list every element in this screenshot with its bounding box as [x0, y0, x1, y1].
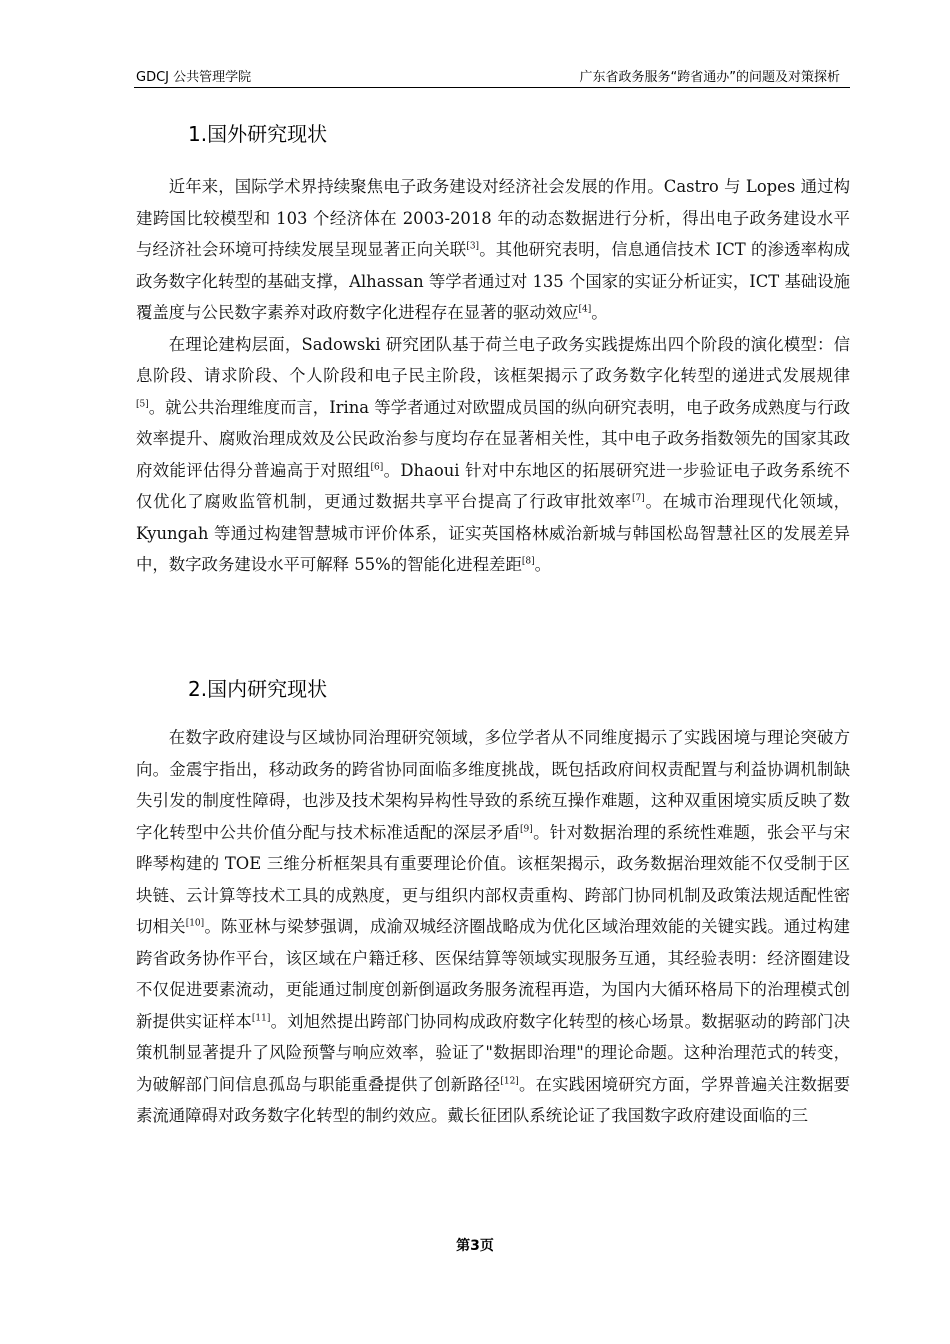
text-run: 在数字政府建设与区域协同治理研究领域，多位学者从不同维度揭示了实践困境与理论突破方向。金震宇指出，移动政务的跨省协同面临多维度挑战，既包括政府间权责配置与利益协调机制缺失引发的制度性障碍，也涉及技术架构异构性导致的系统互操作难题，这种双重困境实质反映了数字化转型中公共价值分配与技术标准适配的深层矛盾: [136, 728, 850, 842]
section-heading-foreign-research: 1.国外研究现状: [188, 122, 328, 146]
citation-marker: [10]: [185, 918, 205, 929]
citation-marker: [5]: [136, 399, 149, 410]
text-run: 。就公共治理维度而言，Irina 等学者通过对欧盟成员国的纵向研究表明，电子政务成熟度与行政效率提升、腐败治理成效及公民政治参与度均存在显著相关性，其中电子政务指数领先的国家其政府效能评估得分普遍高于对照组: [136, 397, 850, 480]
section-body-domestic-research: [136, 722, 850, 1132]
text-run: 。其他研究表明，信息通信技术 ICT 的渗透率构成政务数字化转型的基础支撑，Alhassan 等学者通过对 135 个国家的实证分析证实，ICT 基础设施覆盖度与公民数字素养对政府数字化进程存在显著的驱动效应: [136, 240, 850, 322]
header-divider: [134, 87, 850, 88]
paragraph: [136, 171, 850, 329]
section-body-foreign-research: [136, 171, 850, 581]
text-run: 。在实践困境研究方面，学界普遍关注数据要素流通障碍对政务数字化转型的制约效应。戴长征团队系统论证了我国数字政府建设面临的三: [136, 1074, 851, 1125]
citation-marker: [3]: [466, 241, 480, 252]
text-run: 。针对数据治理的系统性难题，张会平与宋晔琴构建的 TOE 三维分析框架具有重要理论价值。该框架揭示，政务数据治理效能不仅受制于区块链、云计算等技术工具的成熟度，更与组织内部权责重构、跨部门协同机制及政策法规适配性密切相关: [136, 822, 851, 936]
running-header-right: 广东省政务服务“跨省通办”的问题及对策探析: [579, 70, 840, 85]
citation-marker: [12]: [500, 1076, 519, 1087]
text-run: 。: [591, 303, 608, 322]
section-heading-domestic-research: 2.国内研究现状: [188, 677, 328, 701]
text-run: 。陈亚林与梁梦强调，成渝双城经济圈战略成为优化区域治理效能的关键实践。通过构建跨省政务协作平台，该区域在户籍迁移、医保结算等领域实现服务互通，其经验表明：经济圈建设不仅促进要素流动，更能通过制度创新倒逼政务服务流程再造，为国内大循环格局下的治理模式创新提供实证样本: [136, 917, 851, 1031]
text-run: 。: [534, 555, 551, 574]
citation-marker: [11]: [251, 1013, 271, 1024]
text-run: 。Dhaoui 针对中东地区的拓展研究进一步验证电子政务系统不仅优化了腐败监管机制，更通过数据共享平台提高了行政审批效率: [136, 460, 850, 511]
text-run: 。刘旭然提出跨部门协同构成政府数字化转型的核心场景。数据驱动的跨部门决策机制显著提升了风险预警与响应效率，验证了"数据即治理"的理论命题。这种治理范式的转变，为破解部门间信息孤岛与职能重叠提供了创新路径: [136, 1011, 851, 1094]
citation-marker: [6]: [370, 462, 384, 473]
paragraph: [136, 329, 850, 581]
citation-marker: [4]: [578, 304, 592, 315]
text-run: 在理论建构层面，Sadowski 研究团队基于荷兰电子政务实践提炼出四个阶段的演化模型：信息阶段、请求阶段、个人阶段和电子民主阶段，该框架揭示了政务数字化转型的递进式发展规律: [136, 334, 850, 385]
citation-marker: [9]: [520, 824, 533, 835]
page-number: 第3页: [456, 1238, 494, 1254]
running-header-left: GDCJ 公共管理学院: [136, 70, 252, 85]
citation-marker: [8]: [521, 556, 535, 567]
citation-marker: [7]: [632, 493, 645, 504]
text-run: 近年来，国际学术界持续聚焦电子政务建设对经济社会发展的作用。Castro 与 Lopes 通过构建跨国比较模型和 103 个经济体在 2003-2018 年的动态数据进行分析，得出电子政务建设水平与经济社会环境可持续发展呈现显著正向关联: [136, 177, 850, 259]
paragraph: [136, 722, 850, 1132]
text-run: 。在城市治理现代化领域，Kyungah 等通过构建智慧城市评价体系，证实英国格林威治新城与韩国松岛智慧社区的发展差异中，数字政务建设水平可解释 55%的智能化进程差距: [136, 492, 851, 574]
